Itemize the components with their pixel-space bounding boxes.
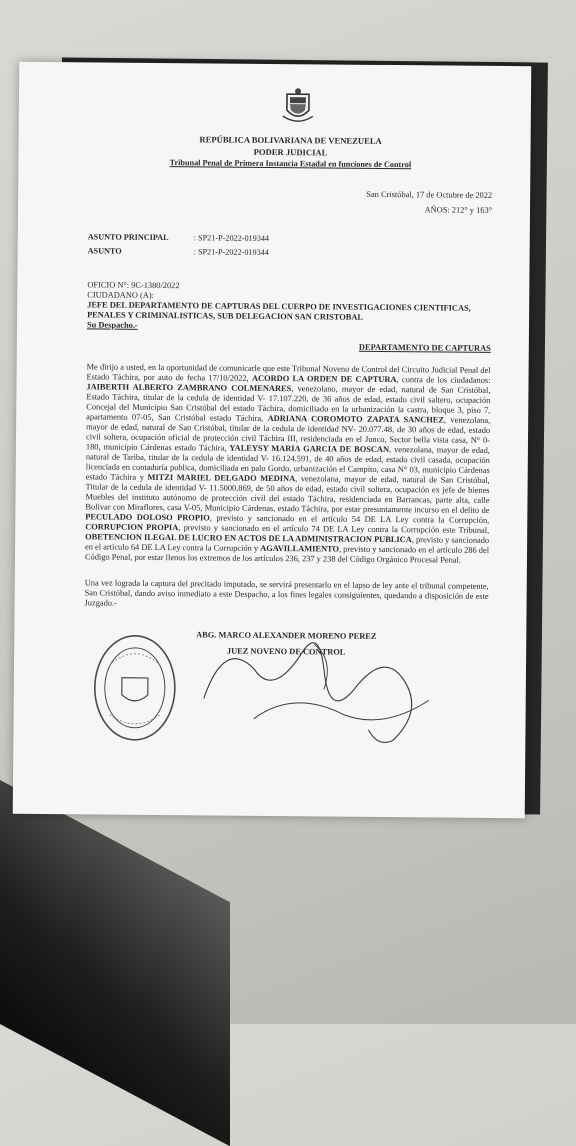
document-page — [13, 62, 532, 818]
body-bold: YALEYSY MARIA GARCIA DE BOSCAN — [229, 443, 390, 455]
body-text: , venezolana, mayor de edad, natural de San Cristóbal, titular de la cedula de identidad NV- 20.077.48, de 30 años de edad, estado civil soltera, ocupación oficial de protección civil Táchira III, residenciada en el Junco, Sector bella vista casa, N° 0-180, municipio Cárdenas estado Táchira, — [85, 415, 491, 453]
body-bold: JAIBERTH ALBERTO ZAMBRANO COLMENARES — [86, 382, 292, 394]
body-text: , previsto y sancionado en el artículo 54 DE LA Ley contra la Corrupción, — [209, 513, 490, 525]
body-bold: CORRUPCION PROPIA — [85, 522, 179, 533]
su-despacho: Su Despacho.- — [86, 320, 138, 330]
asunto-principal-value: : SP21-P-2022-019344 — [193, 233, 270, 243]
body-text: , previsto y sancionado en el artículo 64 DE LA Ley contra la Corrupción y — [85, 535, 490, 553]
handwritten-signature — [193, 628, 444, 750]
letterhead-country: REPÚBLICA BOLIVARIANA DE VENEZUELA — [199, 134, 382, 146]
date-block — [88, 184, 492, 218]
body-text: Me dirijo a usted, en la oportunidad de comunicarle que este Tribunal Noveno de Control del Circuito Judicial Penal del Estado Táchira, por auto de fecha 17/10/2022, — [86, 362, 491, 383]
body-text: , venezolana, mayor de edad, natural de Tariba, titular de la cedula de identidad V- 16.124.591, de 40 años de edad, estado civil casada, ocupación licenciada en contaduría publica, domiciliada en palo Gordo, urbanización el Campito, casa N° 03, municipio Cárdenas estado Táchira y — [85, 445, 490, 482]
body-bold: AGAVILLAMIENTO — [260, 543, 340, 554]
body-paragraph — [85, 362, 491, 566]
letterhead-court: Tribunal Penal de Primera Instancia Estadal en funciones de Control — [169, 158, 412, 170]
asunto-value: : SP21-P-2022-019344 — [193, 247, 269, 257]
place-date: San Cristóbal, 17 de Octubre de 2022 — [366, 189, 493, 200]
ciudadano-label: CIUDADANO (A): — [87, 290, 155, 300]
asunto-row — [88, 244, 492, 262]
body-text: , venezolano, mayor de edad, natural de San Cristóbal, Estado Táchira, titular de la cedula de identidad V- 17.107.220, de 36 años de edad, estado civil saltero, ocupación Concejal del Municipio San Cristóbal del estado Táchira, domiciliado en la urbanización la castra, bloque 3, piso 7, apartamento 07-05, San Cristóbal estado Táchira, — [86, 384, 491, 423]
recipient: JEFE DEL DEPARTAMENTO DE CAPTURAS DEL CUERPO DE INVESTIGACIONES CIENTIFICAS, PENALES Y CRIMINALISTICAS, SUB DELEGACION SAN CRISTOBAL — [87, 300, 471, 322]
letterhead-judicial: PODER JUDICIAL — [253, 146, 328, 158]
signer-title: JUEZ NOVENO DE CONTROL — [226, 646, 346, 657]
document-content — [84, 84, 493, 662]
oficio-number: OFICIO N°: 9C-1380/2022 — [87, 280, 180, 291]
body-text: , previsto y sancionado en el artículo 74 DE LA Ley contra la Corrupción este Tribunal, — [178, 523, 490, 535]
asunto-label: ASUNTO — [87, 246, 122, 256]
body-bold: ACORDO LA ORDEN DE CAPTURA — [251, 373, 397, 385]
body-bold: ADRIANA COROMOTO ZAPATA SANCHEZ — [267, 413, 445, 425]
body-text: , previsto y sancionado en el artículo 286 del Código Penal, por estar llenos los extremos de los artículos 236, 237 y 238 del Código Orgánico Procesal Penal. — [84, 544, 490, 565]
department-heading: DEPARTAMENTO DE CAPTURAS — [358, 342, 491, 353]
body-bold: PECULADO DOLOSO PROPIO — [85, 512, 210, 523]
body-bold: MITZI MARIEL DELGADO MEDINA — [147, 472, 296, 484]
body-text: , contra de los ciudadanos: — [396, 375, 491, 385]
asunto-principal-label: ASUNTO PRINCIPAL — [87, 232, 169, 243]
years: AÑOS: 212° y 163° — [424, 205, 493, 215]
signer-name: ABG. MARCO ALEXANDER MORENO PEREZ — [196, 630, 377, 641]
closing-paragraph: Una vez lograda la captura del precitado imputado, se servirá presentarlo en el lapso de ley ante el tribunal competente, San Cristóbal, dando aviso inmediato a este Despacho, a los fines legales consiguientes, quedando a disposición de este Juzgado.- — [84, 578, 489, 608]
body-bold: OBETENCION ILEGAL DE LUCRO EN ACTOS DE LA ADMINISTRACION PUBLICA — [85, 532, 412, 545]
court-stamp — [91, 632, 178, 743]
coat-of-arms-icon — [281, 86, 315, 126]
oficio-block — [87, 280, 491, 334]
table-shadow — [0, 780, 230, 1146]
asunto-block — [88, 230, 492, 262]
body-text: , venezolana, mayor de edad, natural de San Cristóbal, Titular de la cedula de identidad V- 11.5000.869, de 50 años de edad, estado civil soltera, ocupación ex jefe de bienes Muebles del instituto autónomo de protección civil del estado Táchira, residenciada en Barrancas, parte alta, calle Bolívar con Miraflores, casa V-05, Municipio Cárdenas, estado Táchira, por estar presuntamente incurso en el delito de — [85, 474, 490, 515]
